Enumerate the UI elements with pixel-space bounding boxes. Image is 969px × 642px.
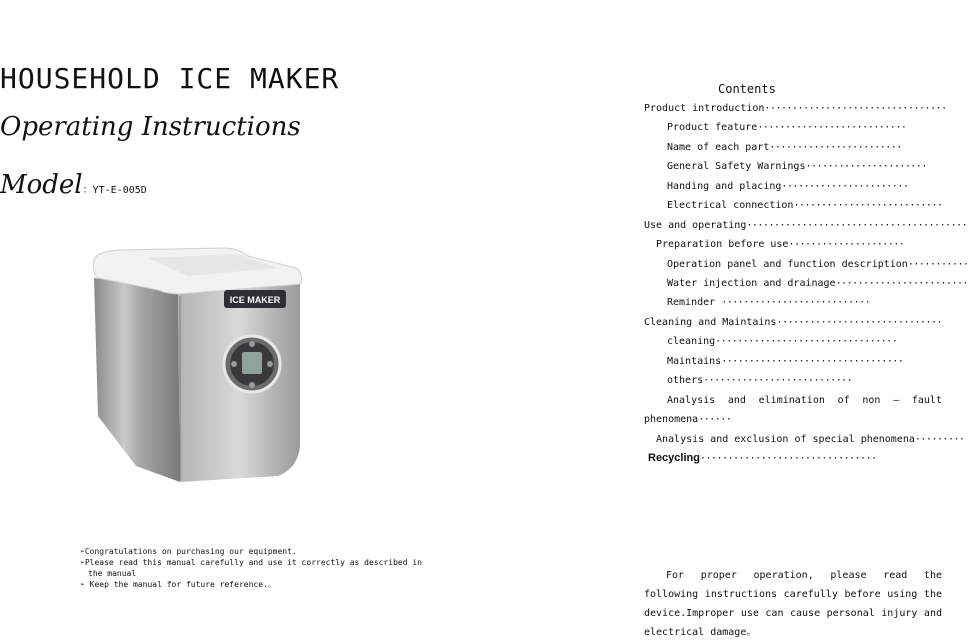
toc-entry: Reminder ···························	[667, 297, 871, 308]
note-item: ➢Congratulations on purchasing our equipment.	[80, 547, 297, 556]
toc-entry: Use and operating········································	[644, 220, 968, 231]
toc-entry-analysis: Analysis and elimination of non – fault	[667, 395, 942, 406]
operation-notice: For proper operation, please read the following instructions carefully before using the device.Improper use can cause personal injury and electrical damage。	[644, 570, 942, 638]
toc-entry: General Safety Warnings······················	[667, 161, 927, 172]
cover-title: HOUSEHOLD ICE MAKER	[0, 62, 340, 95]
model-value: ：YT-E-005D	[82, 185, 147, 196]
panel-button-right	[267, 361, 273, 367]
toc-entry: Product introduction·································	[644, 103, 947, 114]
toc-entry: cleaning·································	[667, 336, 898, 347]
display-screen	[242, 352, 262, 374]
toc-entry: Operation panel and function description···········	[667, 259, 969, 270]
panel-button-top	[249, 341, 255, 347]
note-item: ➢ Keep the manual for future reference.。	[80, 580, 276, 589]
toc-entry: others···························	[667, 375, 853, 386]
toc-entry: Preparation before use·····················	[656, 239, 905, 250]
panel-button-bottom	[249, 382, 255, 388]
ice-maker-product-photo	[88, 246, 306, 486]
panel-button-left	[231, 361, 237, 367]
model-label: Model	[0, 170, 83, 200]
toc-entry: Water injection and drainage························	[667, 278, 969, 289]
model-line	[0, 170, 147, 200]
intro-notes	[80, 546, 430, 590]
toc-entry: Name of each part························	[667, 142, 902, 153]
cover-subtitle: Operating Instructions	[0, 112, 301, 142]
toc-entry: Product feature···························	[667, 122, 907, 133]
toc-entry: Handing and placing·······················	[667, 181, 909, 192]
toc-entry-analysis-cont: phenomena······	[644, 414, 732, 425]
toc-entry: Analysis and exclusion of special phenomena·········	[656, 434, 965, 445]
contents-title: Contents	[718, 82, 776, 96]
toc-entry-recycling: Recycling································	[648, 452, 877, 464]
toc-entry: Cleaning and Maintains······························	[644, 317, 943, 328]
note-item: ➢Please read this manual carefully and use it correctly as described in the manual	[80, 558, 422, 578]
toc-entry: Maintains·································	[667, 356, 904, 367]
brand-plate-label: ICE MAKER	[229, 295, 281, 305]
toc-entry: Electrical connection···························	[667, 200, 943, 211]
